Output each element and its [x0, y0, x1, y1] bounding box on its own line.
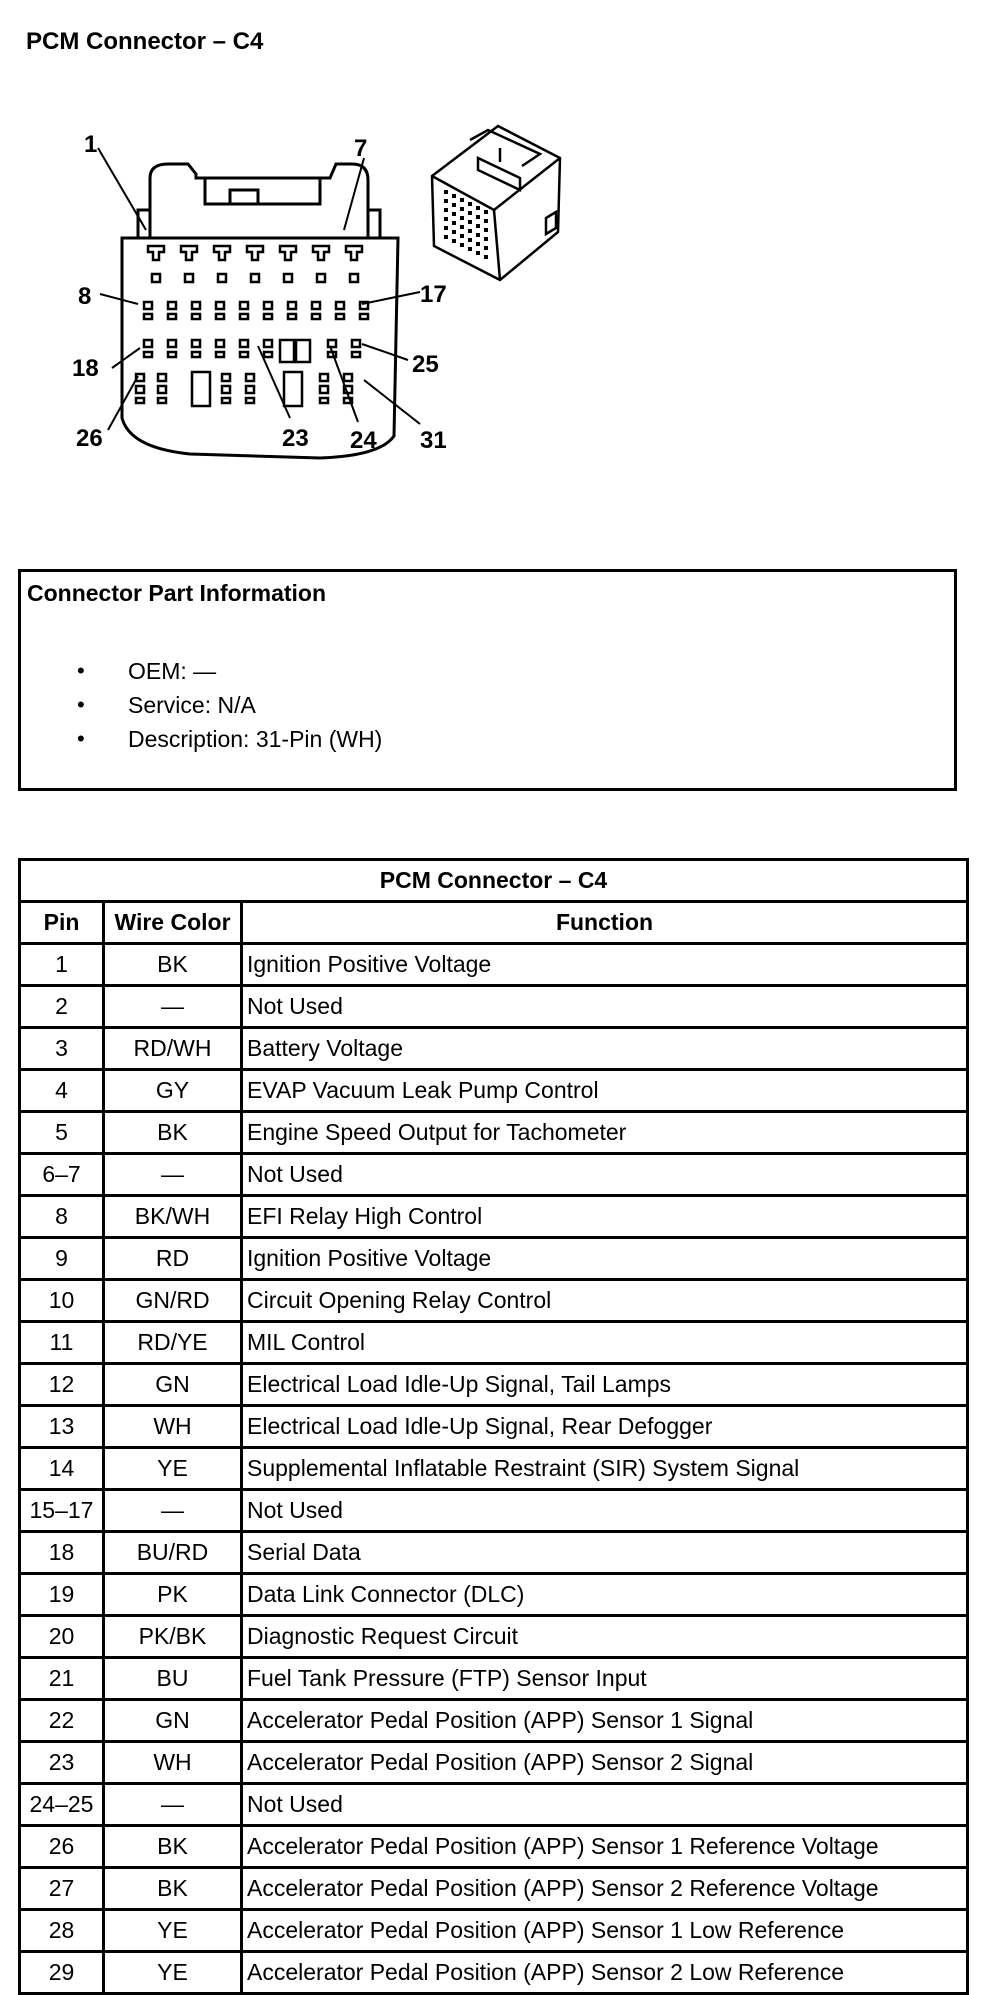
pin-cavity	[216, 340, 224, 347]
cell-pin: 22	[20, 1700, 104, 1742]
cell-wire-color: PK	[104, 1574, 242, 1616]
pin-cavity	[136, 398, 144, 403]
pin-cavity	[240, 340, 248, 347]
page-title: PCM Connector – C4	[26, 28, 264, 55]
pin-cavity	[158, 374, 166, 381]
pin-cavity	[168, 314, 176, 319]
pin-cavity	[240, 314, 248, 319]
pin-cavity	[246, 386, 254, 393]
pin-cavity	[158, 398, 166, 403]
pin-cavity	[344, 374, 352, 381]
pin-label-24: 24	[350, 427, 377, 454]
pin-cavity	[264, 340, 272, 347]
iso-pin	[484, 210, 488, 214]
pin-cavity	[360, 314, 368, 319]
iso-pin	[444, 190, 448, 194]
iso-pin	[484, 228, 488, 232]
iso-pin	[476, 215, 480, 219]
pin-terminal	[148, 246, 164, 260]
pin-label-25: 25	[412, 351, 439, 378]
cell-wire-color: YE	[104, 1910, 242, 1952]
iso-pin	[468, 202, 472, 206]
cell-pin: 11	[20, 1322, 104, 1364]
cell-function: Supplemental Inflatable Restraint (SIR) System Signal	[242, 1448, 968, 1490]
iso-pin	[444, 217, 448, 221]
part-info-title: Connector Part Information	[27, 580, 327, 606]
cell-function: Not Used	[242, 986, 968, 1028]
iso-pin	[460, 225, 464, 229]
cell-wire-color: RD	[104, 1238, 242, 1280]
iso-pin	[468, 247, 472, 251]
pin-cavity	[216, 302, 224, 309]
pin-cavity	[240, 352, 248, 357]
connector-pins	[136, 246, 368, 403]
table-row	[20, 1952, 968, 1994]
connector-3d-view	[432, 126, 560, 280]
pin-cavity	[328, 340, 336, 347]
cell-pin: 1	[20, 944, 104, 986]
iso-pin	[452, 230, 456, 234]
pin-cavity	[168, 302, 176, 309]
cell-wire-color: GN	[104, 1700, 242, 1742]
iso-pin	[444, 235, 448, 239]
header-function: Function	[242, 902, 968, 944]
cell-pin: 8	[20, 1196, 104, 1238]
table-row	[20, 986, 968, 1028]
iso-pin	[460, 207, 464, 211]
table-row	[20, 1406, 968, 1448]
pin-cavity	[216, 352, 224, 357]
part-info-list	[21, 654, 382, 756]
cell-pin: 28	[20, 1910, 104, 1952]
cell-function: MIL Control	[242, 1322, 968, 1364]
cell-pin: 15–17	[20, 1490, 104, 1532]
pin-cavity	[216, 314, 224, 319]
cell-function: Engine Speed Output for Tachometer	[242, 1112, 968, 1154]
cell-function: Data Link Connector (DLC)	[242, 1574, 968, 1616]
iso-pin	[476, 242, 480, 246]
connector-3d-pins	[444, 190, 488, 259]
part-info-service-text: Service: N/A	[128, 692, 256, 718]
cell-function: Accelerator Pedal Position (APP) Sensor 1 Low Reference	[242, 1910, 968, 1952]
cell-pin: 27	[20, 1868, 104, 1910]
iso-pin	[468, 220, 472, 224]
header-wire-color: Wire Color	[104, 902, 242, 944]
cell-pin: 24–25	[20, 1784, 104, 1826]
cell-wire-color: —	[104, 986, 242, 1028]
cell-pin: 26	[20, 1826, 104, 1868]
cell-wire-color: —	[104, 1154, 242, 1196]
cell-pin: 14	[20, 1448, 104, 1490]
pin-cavity	[284, 274, 292, 282]
table-row	[20, 1070, 968, 1112]
cell-pin: 3	[20, 1028, 104, 1070]
pin-cavity	[320, 386, 328, 393]
table-row	[20, 1238, 968, 1280]
iso-pin	[484, 255, 488, 259]
cell-pin: 20	[20, 1616, 104, 1658]
header-pin: Pin	[20, 902, 104, 944]
cell-pin: 19	[20, 1574, 104, 1616]
cell-function: Ignition Positive Voltage	[242, 1238, 968, 1280]
cell-pin: 12	[20, 1364, 104, 1406]
iso-pin	[444, 208, 448, 212]
pin-label-18: 18	[72, 355, 99, 382]
cell-wire-color: BK	[104, 1826, 242, 1868]
table-row	[20, 1322, 968, 1364]
table-row	[20, 1196, 968, 1238]
pin-terminal	[313, 246, 329, 260]
table-row	[20, 1700, 968, 1742]
pin-label-17: 17	[420, 281, 447, 308]
pin-cavity	[218, 274, 226, 282]
iso-pin	[476, 206, 480, 210]
cell-wire-color: BU/RD	[104, 1532, 242, 1574]
cell-pin: 5	[20, 1112, 104, 1154]
pin-cavity	[312, 314, 320, 319]
iso-pin	[476, 251, 480, 255]
cell-wire-color: BK	[104, 944, 242, 986]
cell-function: Accelerator Pedal Position (APP) Sensor 2 Signal	[242, 1742, 968, 1784]
cell-wire-color: YE	[104, 1448, 242, 1490]
cell-wire-color: RD/YE	[104, 1322, 242, 1364]
iso-pin	[484, 246, 488, 250]
pin-cavity	[185, 274, 193, 282]
pin-cavity	[222, 398, 230, 403]
pin-cavity	[192, 340, 200, 347]
pin-cavity	[136, 386, 144, 393]
cell-function: Accelerator Pedal Position (APP) Sensor 1 Reference Voltage	[242, 1826, 968, 1868]
cell-function: Diagnostic Request Circuit	[242, 1616, 968, 1658]
table-row	[20, 1532, 968, 1574]
cell-pin: 4	[20, 1070, 104, 1112]
cell-pin: 23	[20, 1742, 104, 1784]
table-row	[20, 1448, 968, 1490]
pin-label-8: 8	[78, 283, 92, 310]
cell-function: Not Used	[242, 1154, 968, 1196]
cell-wire-color: WH	[104, 1406, 242, 1448]
table-row	[20, 1616, 968, 1658]
cell-wire-color: —	[104, 1490, 242, 1532]
iso-pin	[468, 238, 472, 242]
iso-pin	[476, 224, 480, 228]
cell-function: Circuit Opening Relay Control	[242, 1280, 968, 1322]
cell-function: EVAP Vacuum Leak Pump Control	[242, 1070, 968, 1112]
pin-cavity	[168, 340, 176, 347]
pin-cavity	[152, 274, 160, 282]
pin-cavity	[144, 302, 152, 309]
iso-pin	[452, 221, 456, 225]
iso-pin	[452, 212, 456, 216]
cell-function: Not Used	[242, 1784, 968, 1826]
pin-label-23: 23	[282, 425, 309, 452]
pin-cavity	[246, 398, 254, 403]
pin-cavity	[320, 398, 328, 403]
pin-terminal	[247, 246, 263, 260]
connector-diagram	[0, 118, 600, 498]
pin-cavity	[336, 314, 344, 319]
cell-wire-color: RD/WH	[104, 1028, 242, 1070]
table-row	[20, 1658, 968, 1700]
cell-wire-color: BK	[104, 1868, 242, 1910]
table-row	[20, 1910, 968, 1952]
cell-function: Electrical Load Idle-Up Signal, Rear Defogger	[242, 1406, 968, 1448]
table-row	[20, 1112, 968, 1154]
pin-label-31: 31	[420, 427, 447, 454]
iso-pin	[444, 199, 448, 203]
iso-pin	[468, 229, 472, 233]
cell-pin: 2	[20, 986, 104, 1028]
cell-wire-color: WH	[104, 1742, 242, 1784]
table-caption: PCM Connector – C4	[20, 860, 968, 902]
part-info-description	[21, 722, 382, 756]
pin-cavity	[350, 274, 358, 282]
pin-cavity	[251, 274, 259, 282]
connector-part-info	[18, 569, 957, 791]
pin-cavity	[144, 352, 152, 357]
iso-pin	[484, 219, 488, 223]
cell-wire-color: GY	[104, 1070, 242, 1112]
connector-face-svg	[0, 118, 600, 498]
table-row	[20, 1784, 968, 1826]
pin-cavity	[264, 352, 272, 357]
cell-function: Accelerator Pedal Position (APP) Sensor 2 Reference Voltage	[242, 1868, 968, 1910]
pin-cavity	[192, 302, 200, 309]
pin-cavity	[144, 340, 152, 347]
cell-wire-color: BK	[104, 1112, 242, 1154]
pin-cavity	[320, 374, 328, 381]
pin-cavity	[312, 302, 320, 309]
cell-pin: 13	[20, 1406, 104, 1448]
part-info-description-text: Description: 31-Pin (WH)	[128, 726, 383, 752]
table-row	[20, 1742, 968, 1784]
pin-cavity	[192, 352, 200, 357]
table-row	[20, 1826, 968, 1868]
cell-wire-color: BK/WH	[104, 1196, 242, 1238]
cell-function: Battery Voltage	[242, 1028, 968, 1070]
iso-pin	[452, 239, 456, 243]
pin-cavity	[192, 314, 200, 319]
pin-terminal	[280, 246, 296, 260]
iso-pin	[460, 216, 464, 220]
iso-pin	[484, 237, 488, 241]
table-row	[20, 1574, 968, 1616]
pin-cavity	[246, 374, 254, 381]
pin-terminal	[214, 246, 230, 260]
pin-cavity	[144, 314, 152, 319]
pin-cavity	[222, 374, 230, 381]
pin-cavity	[168, 352, 176, 357]
cell-pin: 10	[20, 1280, 104, 1322]
pin-cavity	[158, 386, 166, 393]
pin-cavity	[222, 386, 230, 393]
table-row	[20, 1028, 968, 1070]
table-row	[20, 1280, 968, 1322]
table-row	[20, 1154, 968, 1196]
part-info-oem	[21, 654, 382, 688]
iso-pin	[460, 198, 464, 202]
cell-function: EFI Relay High Control	[242, 1196, 968, 1238]
iso-pin	[460, 234, 464, 238]
cell-wire-color: PK/BK	[104, 1616, 242, 1658]
cell-wire-color: GN/RD	[104, 1280, 242, 1322]
part-info-service	[21, 688, 382, 722]
pin-cavity	[336, 302, 344, 309]
iso-pin	[468, 211, 472, 215]
part-info-oem-text: OEM: —	[128, 658, 217, 684]
pin-table-body	[20, 944, 968, 1994]
cell-function: Ignition Positive Voltage	[242, 944, 968, 986]
pin-cavity	[352, 340, 360, 347]
pin-cavity	[264, 302, 272, 309]
pin-terminal	[346, 246, 362, 260]
pin-cavity	[264, 314, 272, 319]
table-row	[20, 1490, 968, 1532]
bullet-icon: •	[77, 726, 85, 751]
pin-cavity	[352, 352, 360, 357]
cell-pin: 18	[20, 1532, 104, 1574]
table-row	[20, 1364, 968, 1406]
pin-terminal	[181, 246, 197, 260]
pin-label-1: 1	[84, 131, 98, 158]
iso-pin	[444, 226, 448, 230]
cell-wire-color: BU	[104, 1658, 242, 1700]
cell-function: Accelerator Pedal Position (APP) Sensor 1 Signal	[242, 1700, 968, 1742]
bullet-icon: •	[77, 658, 85, 683]
table-row	[20, 944, 968, 986]
pin-cavity	[317, 274, 325, 282]
cell-pin: 6–7	[20, 1154, 104, 1196]
iso-pin	[476, 233, 480, 237]
cell-function: Accelerator Pedal Position (APP) Sensor 2 Low Reference	[242, 1952, 968, 1994]
pin-label-26: 26	[76, 425, 103, 452]
pin-cavity	[240, 302, 248, 309]
iso-pin	[452, 194, 456, 198]
pin-table	[18, 858, 969, 1995]
cell-pin: 9	[20, 1238, 104, 1280]
iso-pin	[460, 243, 464, 247]
cell-function: Serial Data	[242, 1532, 968, 1574]
cell-wire-color: —	[104, 1784, 242, 1826]
cell-pin: 29	[20, 1952, 104, 1994]
bullet-icon: •	[77, 692, 85, 717]
cell-wire-color: YE	[104, 1952, 242, 1994]
cell-wire-color: GN	[104, 1364, 242, 1406]
cell-function: Not Used	[242, 1490, 968, 1532]
pin-cavity	[288, 302, 296, 309]
cell-function: Fuel Tank Pressure (FTP) Sensor Input	[242, 1658, 968, 1700]
pin-label-7: 7	[354, 135, 368, 162]
cell-function: Electrical Load Idle-Up Signal, Tail Lamps	[242, 1364, 968, 1406]
table-row	[20, 1868, 968, 1910]
iso-pin	[452, 203, 456, 207]
pin-cavity	[288, 314, 296, 319]
cell-pin: 21	[20, 1658, 104, 1700]
